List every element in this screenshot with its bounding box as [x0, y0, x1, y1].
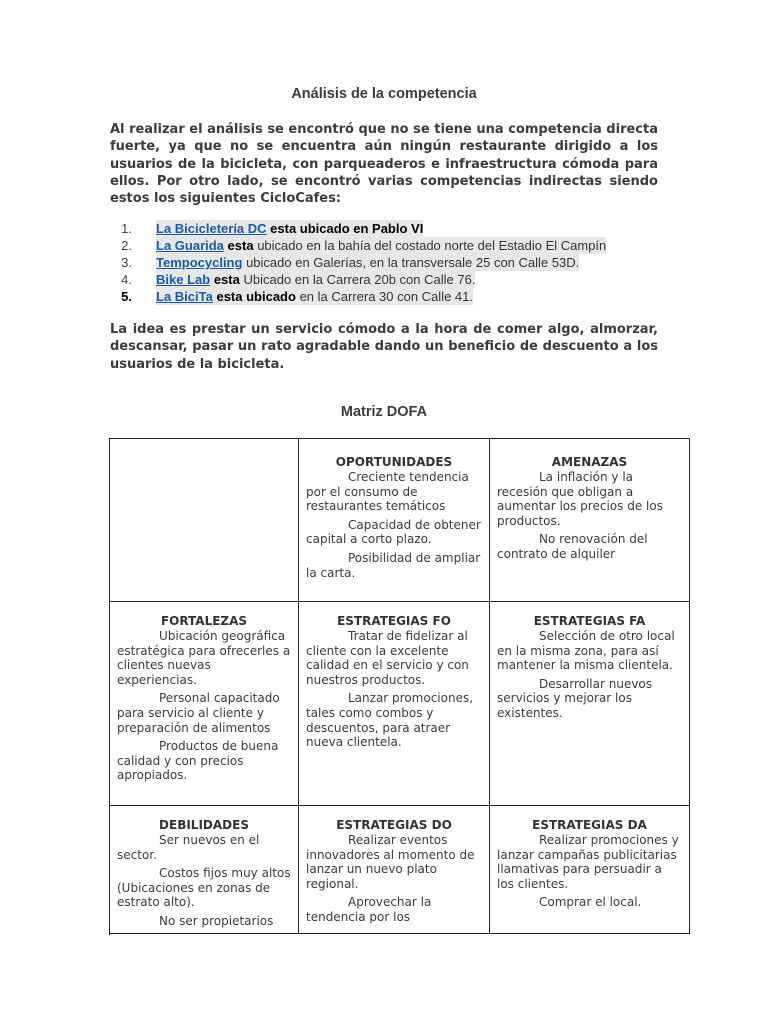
cell-item: Aprovechar la tendencia por los	[306, 895, 432, 924]
competitor-detail: en la Carrera 30 con Calle 41.	[299, 289, 473, 304]
competitor-link-bicita[interactable]: La BiciTa	[156, 289, 213, 304]
list-number: 2.	[121, 238, 132, 253]
cell-item: No renovación del contrato de alquiler	[497, 532, 648, 561]
cell-item: Lanzar promociones, tales como combos y descuentos, para atraer nueva clientela.	[306, 691, 474, 750]
dofa-fo-cell	[299, 602, 490, 806]
dofa-fortalezas-cell	[110, 602, 299, 806]
intro-paragraph: Al realizar el análisis se encontró que no se tiene una competencia directa fuerte, ya que no se encuentra aún ningún restaurante dirigido a los usuarios de la bicicleta, con parqueaderos e infraestructura cómoda para ellos. Por otro lado, se encontró varias competencias indirectas siendo estos los siguientes CicloCafes:	[110, 122, 658, 207]
cell-heading: ESTRATEGIAS DO	[336, 818, 452, 832]
competitor-verb: esta ubicado	[216, 289, 296, 304]
competitor-detail: ubicado en la bahía del costado norte del Estadio El Campín	[257, 238, 607, 253]
cell-item: Ubicación geográfica estratégica para ofrecerles a clientes nuevas experiencias.	[117, 629, 291, 687]
competitor-verb: esta	[227, 238, 254, 253]
dofa-empty-cell	[110, 439, 299, 602]
idea-paragraph: La idea es prestar un servicio cómodo a la hora de comer algo, almorzar, descansar, pasar un rato agradable dando un beneficio de descuento a los usuarios de la bicicleta.	[110, 322, 658, 372]
competitor-link-tempocycling[interactable]: Tempocycling	[156, 255, 243, 270]
cell-heading: ESTRATEGIAS FO	[337, 614, 451, 628]
cell-item: Capacidad de obtener capital a corto plazo.	[306, 517, 481, 547]
dofa-fa-cell	[490, 602, 690, 806]
dofa-amenazas-cell	[490, 439, 690, 602]
cell-heading: AMENAZAS	[551, 455, 628, 469]
cell-item: La inflación y la recesión que obligan a aumentar los precios de los productos.	[497, 470, 663, 528]
cell-item: Posibilidad de ampliar la carta.	[306, 550, 481, 580]
competitor-list	[110, 220, 670, 305]
dofa-oportunidades-cell	[299, 439, 490, 602]
competitor-link-bicicleteria[interactable]: La Bicicletería DC	[156, 221, 267, 236]
competitor-detail: ubicado en Galerías, en la transversale 25 con Calle 53D.	[246, 255, 580, 270]
cell-item: Selección de otro local en la misma zona, para así mantener la misma clientela.	[497, 629, 675, 673]
cell-item: No ser propietarios	[159, 913, 274, 928]
list-number: 1.	[121, 221, 132, 236]
list-item	[110, 237, 670, 254]
cell-item: Productos de buena calidad y con precios apropiados.	[117, 739, 279, 783]
list-item	[110, 254, 670, 271]
cell-item: Costos fijos muy altos (Ubicaciones en zonas de estrato alto).	[117, 866, 291, 910]
list-item	[110, 288, 670, 305]
dofa-da-cell	[490, 806, 690, 934]
cell-item: Realizar promociones y lanzar campañas publicitarias llamativas para persuadir a los clientes.	[497, 833, 679, 891]
competitor-verb: esta	[213, 272, 240, 287]
competitor-link-bikelab[interactable]: Bike Lab	[156, 272, 211, 287]
list-item	[110, 220, 670, 237]
dofa-matrix	[109, 438, 690, 935]
cell-item: Comprar el local.	[539, 895, 642, 910]
competitor-detail: Ubicado en la Carrera 20b con Calle 76.	[243, 272, 476, 287]
competitor-link-guarida[interactable]: La Guarida	[156, 238, 224, 253]
cell-item: Tratar de fidelizar al cliente con la excelente calidad en el servicio y con nuestros productos.	[306, 629, 469, 687]
cell-heading: OPORTUNIDADES	[335, 455, 453, 469]
dofa-debilidades-cell	[110, 806, 299, 934]
competitor-detail: esta ubicado en Pablo VI	[270, 221, 424, 236]
list-number: 4.	[121, 272, 132, 287]
document-title: Análisis de la competencia	[291, 86, 477, 102]
list-number: 3.	[121, 255, 132, 270]
cell-item: Ser nuevos en el sector.	[117, 833, 260, 862]
list-number: 5.	[121, 289, 132, 304]
cell-heading: FORTALEZAS	[160, 614, 248, 628]
cell-item: Desarrollar nuevos servicios y mejorar los existentes.	[497, 676, 653, 720]
cell-item: Personal capacitado para servicio al cliente y preparación de alimentos	[117, 691, 280, 735]
dofa-do-cell	[299, 806, 490, 934]
cell-item: Creciente tendencia por el consumo de restaurantes temáticos	[306, 470, 469, 514]
dofa-title: Matriz DOFA	[340, 404, 428, 420]
cell-heading: ESTRATEGIAS DA	[532, 818, 647, 832]
list-item	[110, 271, 670, 288]
cell-item: Realizar eventos innovadores al momento de lanzar un nuevo plato regional.	[306, 833, 475, 891]
cell-heading: ESTRATEGIAS FA	[533, 614, 646, 628]
cell-heading: DEBILIDADES	[159, 818, 249, 832]
